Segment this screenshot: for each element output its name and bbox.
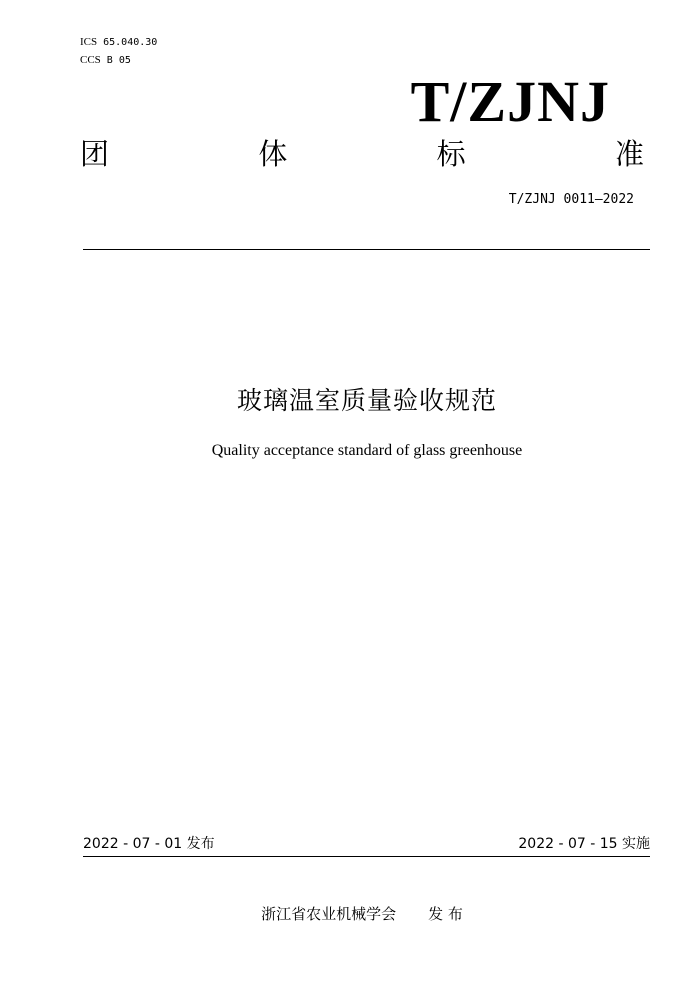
publish-date: 2022 - 07 - 01 发布 [83, 836, 215, 852]
ics-label: ICS [80, 36, 98, 48]
standard-number: T/ZJNJ 0011—2022 [508, 192, 634, 207]
group-standard-heading [80, 135, 644, 169]
ccs-code: B 05 [106, 55, 131, 66]
implement-date: 2022 - 07 - 15 实施 [518, 836, 650, 852]
group-standard-char: 体 [258, 136, 288, 171]
footer-divider [83, 856, 650, 857]
ics-classification [80, 35, 157, 50]
header-divider [83, 249, 650, 250]
group-standard-char: 团 [80, 136, 110, 171]
document-title-chinese: 玻璃温室质量验收规范 [236, 386, 497, 415]
publisher-name: 浙江省农业机械学会 [261, 905, 397, 923]
ccs-label: CCS [80, 54, 101, 66]
ccs-classification [80, 53, 131, 68]
group-standard-char: 标 [436, 136, 466, 171]
standard-org-code: T/ZJNJ [410, 69, 610, 134]
publish-action: 发 布 [428, 905, 463, 923]
document-title-english: Quality acceptance standard of glass greenhouse [211, 442, 523, 459]
publisher-line [0, 904, 700, 924]
group-standard-char: 准 [614, 136, 644, 171]
ics-code: 65.040.30 [103, 37, 158, 48]
